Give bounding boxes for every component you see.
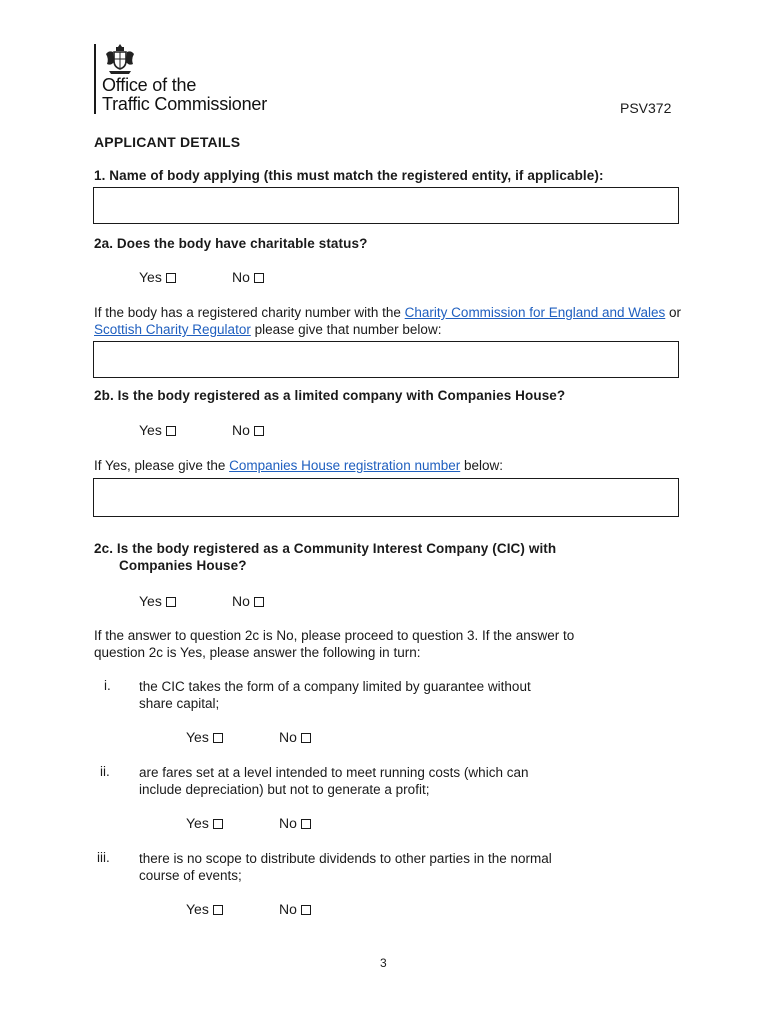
q2c-instruction-line-1: If the answer to question 2c is No, please proceed to question 3. If the answer to (94, 628, 575, 643)
item-iii-yes-checkbox[interactable] (213, 905, 223, 915)
q2b-yes-label: Yes (139, 422, 162, 438)
q2a-info (94, 304, 684, 338)
q2b-info-before: If Yes, please give the (94, 458, 230, 473)
org-line-1: Office of the (102, 75, 197, 95)
item-i-no-label: No (279, 729, 297, 745)
item-iii-line-1: there is no scope to distribute dividends to other parties in the normal (139, 851, 552, 866)
q2c-label-line-2: Companies House? (119, 558, 247, 573)
section-title: APPLICANT DETAILS (94, 134, 241, 150)
item-i-yes-label: Yes (186, 729, 209, 745)
q2b-no-option[interactable] (232, 422, 264, 438)
item-iii-yes-option[interactable] (186, 901, 223, 917)
q1-label: 1. Name of body applying (this must match the registered entity, if applicable): (94, 168, 604, 183)
q2a-yes-checkbox[interactable] (166, 273, 176, 283)
organisation-name (102, 76, 267, 114)
q2a-yes-label: Yes (139, 269, 162, 285)
q2b-no-checkbox[interactable] (254, 426, 264, 436)
q2a-no-option[interactable] (232, 269, 264, 285)
item-i-text (139, 678, 659, 712)
item-i-number: i. (104, 678, 111, 693)
item-i-line-1: the CIC takes the form of a company limited by guarantee without (139, 679, 531, 694)
q2c-instruction-line-2: question 2c is Yes, please answer the following in turn: (94, 645, 421, 660)
item-ii-text (139, 764, 659, 798)
page-number: 3 (380, 956, 387, 970)
companies-house-link[interactable]: Companies House registration number (229, 458, 461, 473)
item-iii-no-checkbox[interactable] (301, 905, 311, 915)
item-i-no-option[interactable] (279, 729, 311, 745)
q2c-no-label: No (232, 593, 250, 609)
q2c-label-line-1: 2c. Is the body registered as a Community Interest Company (CIC) with (94, 541, 557, 556)
item-ii-number: ii. (100, 764, 110, 779)
item-ii-line-1: are fares set at a level intended to meet running costs (which can (139, 765, 529, 780)
item-i-yes-option[interactable] (186, 729, 223, 745)
q2c-yes-checkbox[interactable] (166, 597, 176, 607)
item-i-line-2: share capital; (139, 696, 220, 711)
q2a-info-mid: or (665, 305, 682, 320)
q2a-info-before: If the body has a registered charity number with the (94, 305, 405, 320)
q2a-no-checkbox[interactable] (254, 273, 264, 283)
q2b-label: 2b. Is the body registered as a limited company with Companies House? (94, 388, 566, 403)
companies-house-number-field[interactable] (93, 478, 679, 517)
q2a-label: 2a. Does the body have charitable status? (94, 236, 368, 251)
item-ii-no-label: No (279, 815, 297, 831)
item-i-yes-checkbox[interactable] (213, 733, 223, 743)
charity-commission-link[interactable]: Charity Commission for England and Wales (404, 305, 666, 320)
royal-crest-icon (103, 42, 137, 76)
q2a-yes-option[interactable] (139, 269, 176, 285)
item-ii-no-checkbox[interactable] (301, 819, 311, 829)
item-ii-yes-option[interactable] (186, 815, 223, 831)
q2b-yes-option[interactable] (139, 422, 176, 438)
q2c-yes-option[interactable] (139, 593, 176, 609)
q2a-no-label: No (232, 269, 250, 285)
q2b-no-label: No (232, 422, 250, 438)
item-iii-text (139, 850, 659, 884)
q2c-instruction (94, 627, 684, 661)
item-ii-yes-label: Yes (186, 815, 209, 831)
q2b-info-after: below: (460, 458, 504, 473)
form-code: PSV372 (620, 100, 672, 116)
item-iii-no-label: No (279, 901, 297, 917)
item-i-no-checkbox[interactable] (301, 733, 311, 743)
body-name-field[interactable] (93, 187, 679, 224)
item-iii-number: iii. (97, 850, 110, 865)
q2c-no-option[interactable] (232, 593, 264, 609)
item-iii-no-option[interactable] (279, 901, 311, 917)
item-ii-yes-checkbox[interactable] (213, 819, 223, 829)
item-iii-yes-label: Yes (186, 901, 209, 917)
logo-divider (94, 44, 96, 114)
item-iii-line-2: course of events; (139, 868, 242, 883)
q2c-no-checkbox[interactable] (254, 597, 264, 607)
item-ii-line-2: include depreciation) but not to generate a profit; (139, 782, 430, 797)
q2c-yes-label: Yes (139, 593, 162, 609)
charity-number-field[interactable] (93, 341, 679, 378)
q2a-info-after: please give that number below: (250, 322, 442, 337)
q2b-yes-checkbox[interactable] (166, 426, 176, 436)
scottish-charity-regulator-link[interactable]: Scottish Charity Regulator (94, 322, 251, 337)
org-line-2: Traffic Commissioner (102, 94, 268, 114)
q2b-info (94, 457, 684, 474)
item-ii-no-option[interactable] (279, 815, 311, 831)
